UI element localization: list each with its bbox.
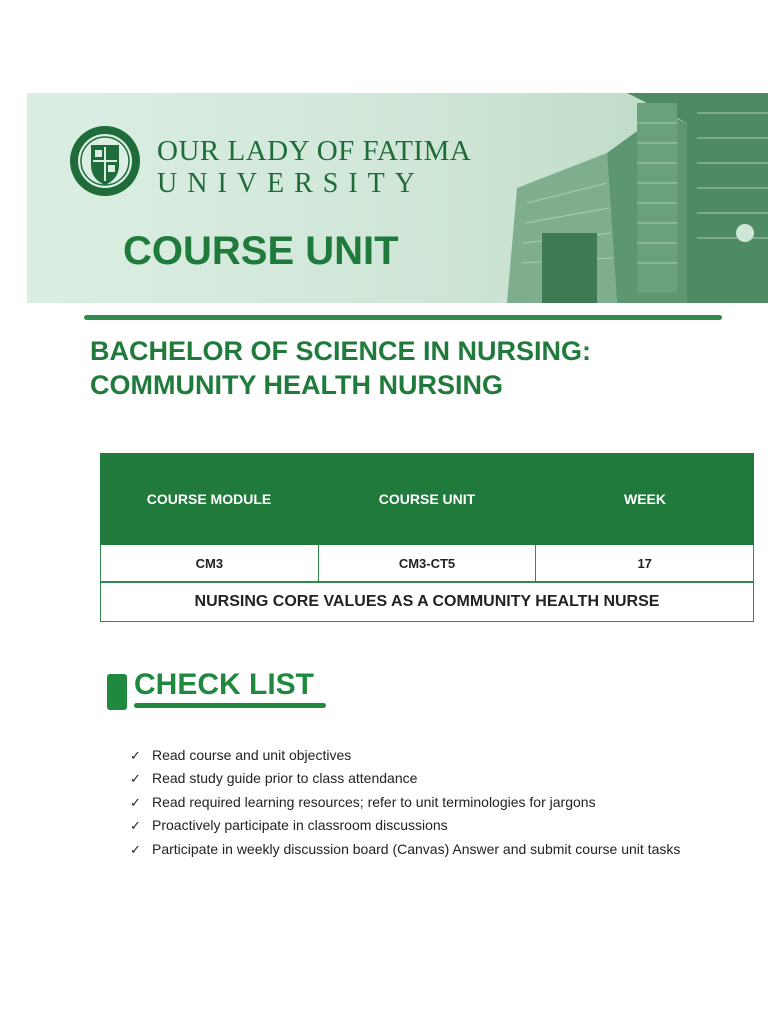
- checkmark-icon: ✓: [130, 794, 141, 810]
- course-info-table: [100, 453, 754, 622]
- checklist-accent-bar: [107, 674, 127, 710]
- campus-building-image: [487, 93, 768, 303]
- header-course-unit: COURSE UNIT: [378, 491, 476, 507]
- list-item-text: Read study guide prior to class attendance: [152, 770, 418, 787]
- table-header-row: [100, 453, 754, 545]
- list-item: [130, 791, 690, 814]
- list-item-text: Read course and unit objectives: [152, 747, 352, 763]
- checklist-title: CHECK LIST: [134, 668, 314, 701]
- program-title-line1: BACHELOR OF SCIENCE IN NURSING:: [90, 336, 592, 366]
- list-item-text: Read required learning resources; refer to unit terminologies for jargons: [152, 793, 596, 810]
- header-course-module: COURSE MODULE: [146, 491, 272, 507]
- cell-course-module: CM3: [195, 555, 224, 571]
- program-title: [90, 334, 730, 402]
- checkmark-icon: ✓: [130, 818, 141, 834]
- checklist-items: [130, 744, 690, 861]
- list-item-text: Proactively participate in classroom discussions: [152, 817, 448, 834]
- list-item: [130, 767, 690, 790]
- header-banner: [27, 93, 768, 303]
- header-week: WEEK: [624, 491, 666, 507]
- checklist-underline: [134, 703, 326, 708]
- list-item-text: Participate in weekly discussion board (Canvas) Answer and submit course unit tasks: [152, 840, 681, 857]
- list-item: [130, 838, 690, 861]
- program-title-line2: COMMUNITY HEALTH NURSING: [90, 370, 503, 400]
- banner-title: COURSE UNIT: [123, 229, 399, 273]
- list-item: [130, 744, 690, 767]
- divider-rule: [84, 315, 722, 320]
- university-seal-icon: [69, 125, 141, 197]
- cell-course-unit: CM3-CT5: [318, 545, 536, 581]
- university-name-line2: UNIVERSITY: [157, 168, 425, 199]
- university-name-line1: OUR LADY OF FATIMA: [157, 135, 472, 167]
- checkmark-icon: ✓: [130, 771, 141, 787]
- checkmark-icon: ✓: [130, 748, 141, 763]
- unit-topic: NURSING CORE VALUES AS A COMMUNITY HEALTH NURSE: [100, 582, 754, 622]
- list-item: [130, 814, 690, 837]
- cell-week: 17: [535, 545, 753, 581]
- checkmark-icon: ✓: [130, 841, 141, 857]
- table-row: [100, 545, 754, 582]
